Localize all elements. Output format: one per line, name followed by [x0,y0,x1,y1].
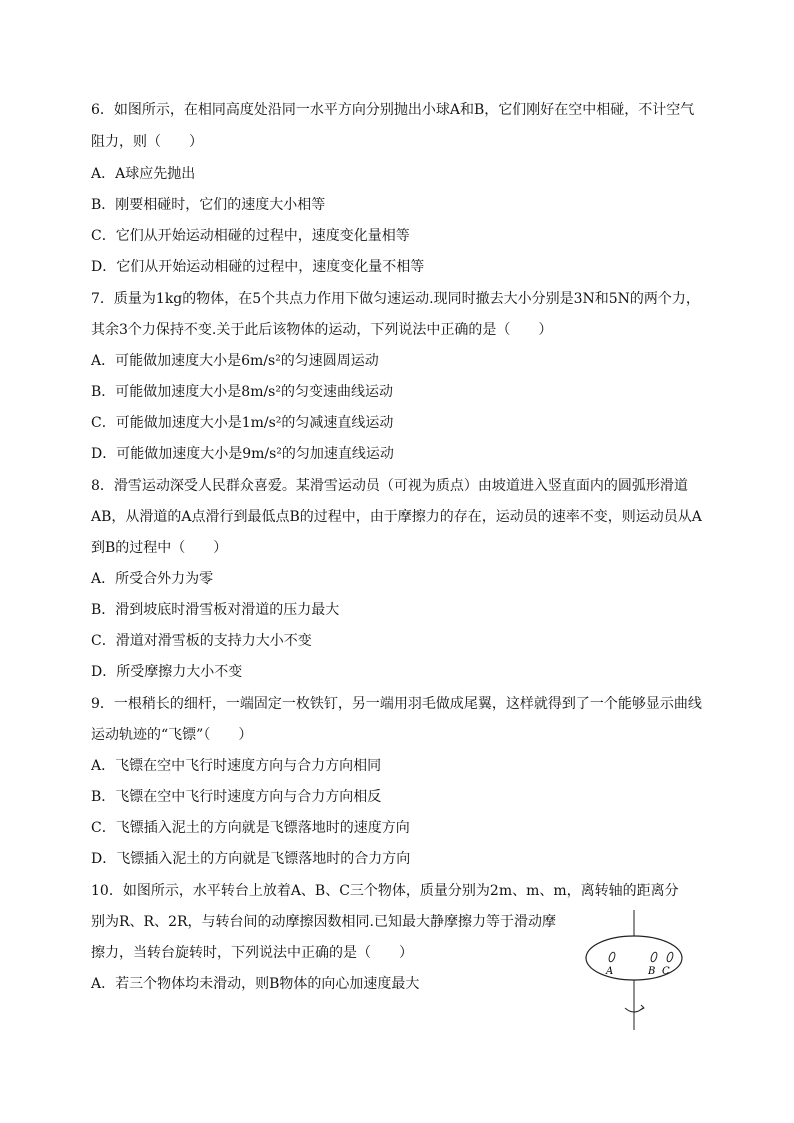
question-7-option-b: B．可能做加速度大小是8m/s²的匀变速曲线运动 [91,384,393,400]
question-7-option-a: A．可能做加速度大小是6m/s²的匀速圆周运动 [91,353,379,369]
question-6-option-c: C．它们从开始运动相碰的过程中，速度变化量相等 [91,228,410,244]
question-9-option-c: C．飞镖插入泥土的方向就是飞镖落地时的速度方向 [91,820,410,836]
question-8-option-c: C．滑道对滑雪板的支持力大小不变 [91,633,312,649]
question-8-line-1: 8．滑雪运动深受人民群众喜爱。某滑雪运动员（可视为质点）由坡道进入竖直面内的圆弧形滑道 [91,478,688,494]
question-10-line-2: 别为R、R、2R，与转台间的动摩擦因数相同.已知最大静摩擦力等于滑动摩 [91,914,556,930]
question-8-option-a: A．所受合外力为零 [91,571,214,587]
question-8-option-d: D．所受摩擦力大小不变 [91,664,243,680]
question-7-line-1: 7．质量为1kg的物体，在5个共点力作用下做匀速运动.现同时撤去大小分别是3N和5N的两个力， [91,291,700,307]
question-6-option-b: B．刚要相碰时，它们的速度大小相等 [91,197,326,213]
question-9-option-a: A．飞镖在空中飞行时速度方向与合力方向相同 [91,758,382,774]
question-10-option-a: A．若三个物体均未滑动，则B物体的向心加速度最大 [91,976,420,992]
question-6-option-a: A．A球应先抛出 [91,166,196,182]
question-8-option-b: B．滑到坡底时滑雪板对滑道的压力最大 [91,602,340,618]
label-b: B [648,966,656,977]
label-a: A [606,966,614,977]
question-7-option-d: D．可能做加速度大小是9m/s²的匀加速直线运动 [91,446,394,462]
question-9-line-1: 9．一根稍长的细杆，一端固定一枚铁钉，另一端用羽毛做成尾翼，这样就得到了一个能够显示曲线 [91,696,702,712]
question-9-line-2: 运动轨迹的“飞镖”（ ） [91,727,253,743]
question-10-line-1: 10．如图所示，水平转台上放着A、B、C三个物体，质量分别为2m、m、m，离转轴的距离分 [91,883,679,899]
label-c: C [662,966,670,977]
question-8-line-3: 到B的过程中（ ） [91,540,228,556]
question-7-line-2: 其余3个力保持不变.关于此后该物体的运动，下列说法中正确的是（ ） [91,322,553,338]
question-6-option-d: D．它们从开始运动相碰的过程中，速度变化量不相等 [91,259,425,275]
question-10-line-3: 擦力，当转台旋转时，下列说法中正确的是（ ） [91,945,413,961]
question-6-line-2: 阻力，则（ ） [91,134,203,150]
rotation-arrowhead-icon [640,1005,644,1010]
question-9-option-d: D．飞镖插入泥土的方向就是飞镖落地时的合力方向 [91,851,411,867]
question-7-option-c: C．可能做加速度大小是1m/s²的匀减速直线运动 [91,415,394,431]
question-8-line-2: AB，从滑道的A点滑行到最低点B的过程中，由于摩擦力的存在，运动员的速率不变，则运动员从A [91,509,702,525]
turntable-figure [578,908,698,1033]
question-6-line-1: 6．如图所示，在相同高度处沿同一水平方向分别抛出小球A和B，它们刚好在空中相碰，不计空气 [91,102,695,118]
question-9-option-b: B．飞镖在空中飞行时速度方向与合力方向相反 [91,789,382,805]
